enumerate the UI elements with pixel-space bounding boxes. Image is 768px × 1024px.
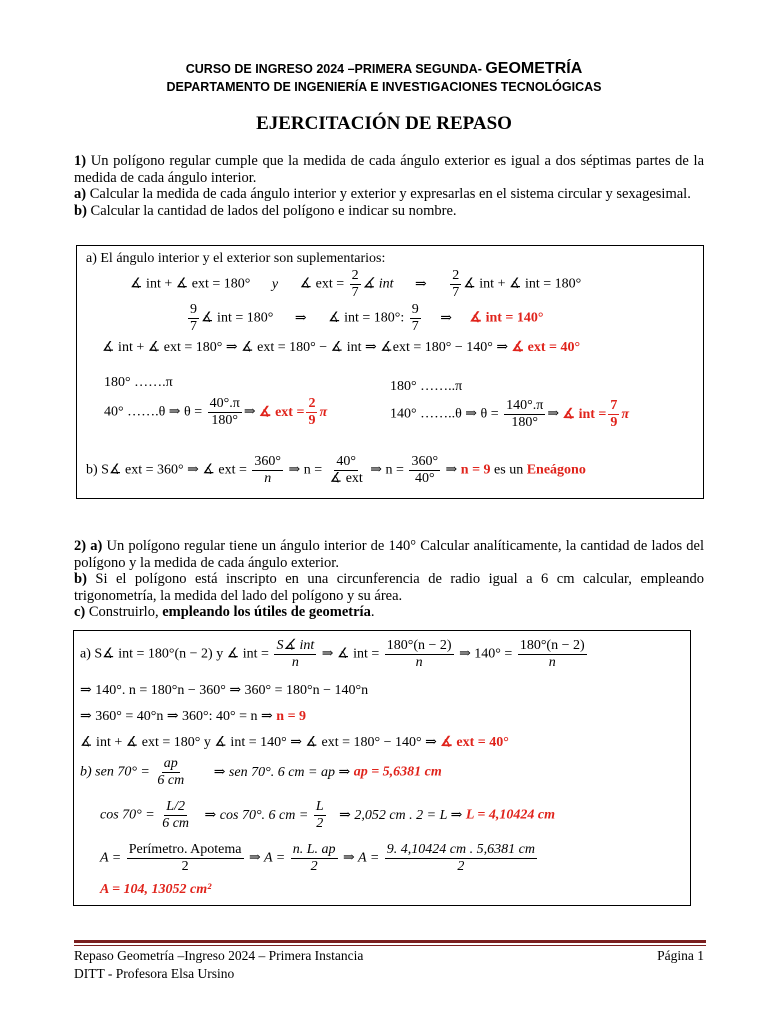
ex1-sol-b2: ⇒ n = — [288, 462, 323, 478]
ex1-result-int-rad — [562, 398, 630, 430]
header-department: DEPARTAMENTO DE INGENIERÍA E INVESTIGACIONES TECNOLÓGICAS — [166, 80, 602, 94]
ex2-sol-line4 — [80, 734, 509, 751]
ex1-conv2-line1: 180° ……..π — [390, 379, 463, 394]
ex1-conv1-b: 40° …….θ ⇒ θ = — [104, 404, 203, 420]
fraction — [291, 842, 338, 875]
numerator: L — [315, 799, 324, 814]
numerator: 180°(n − 2) — [386, 638, 452, 653]
ex2-statement — [74, 538, 704, 621]
ex1-result-int-rad-label: ∡ int = — [562, 406, 607, 422]
denominator: 40° — [414, 471, 435, 486]
ex2-result-ap: ap = 5,6381 cm — [353, 764, 442, 780]
ex1-sol-l2b: ∡ int = 180°: — [328, 310, 405, 326]
ex1-sol-intro: a) El ángulo interior y el exterior son suplementarios: — [86, 251, 386, 266]
numerator: 2 — [351, 268, 359, 283]
fraction — [350, 268, 361, 301]
denominator: ∡ ext — [329, 471, 363, 486]
numerator: S∡ int — [276, 638, 315, 653]
fraction — [385, 842, 537, 875]
denominator: 6 cm — [162, 816, 190, 831]
fraction — [160, 799, 191, 832]
ex1-result-ext-rad — [259, 396, 328, 428]
ex1-result-ext: ∡ ext = 40° — [511, 340, 581, 355]
denominator: n — [264, 471, 272, 486]
numerator: 140°.π — [506, 398, 544, 413]
ex1-a-text: Calcular la medida de cada ángulo interior y exterior y expresarlas en el sistema circular y sexagesimal. — [89, 186, 691, 202]
ex1-sol-l1b: y — [271, 276, 279, 292]
ex2-sol-line5 — [80, 756, 442, 789]
numerator: Perímetro. Apotema — [128, 842, 242, 857]
ex1-sol-line3 — [102, 339, 580, 356]
implies-arrow: ⇒ — [294, 310, 307, 326]
numerator: 360° — [411, 454, 439, 469]
denominator: 180° — [211, 413, 239, 428]
header-course-text: CURSO DE INGRESO 2024 –PRIMERA SEGUNDA- — [185, 62, 482, 76]
ex1-number: 1) — [74, 153, 87, 169]
ex2-a-text: Un polígono regular tiene un ángulo interior de 140° Calcular analíticamente, la cantidad de lados del polígono y la medida de cada ángulo exterior. — [74, 538, 704, 571]
ex2-sol-b2a: cos 70° = — [100, 807, 155, 823]
ex2-number: 2) a) — [74, 538, 103, 554]
ex1-conv2-line2 — [390, 398, 629, 431]
fraction — [155, 756, 186, 789]
ex2-c-text3: . — [370, 604, 375, 620]
ex2-result-ext: ∡ ext = 40° — [440, 735, 509, 750]
ex2-sol-a1: a) S∡ int = 180°(n − 2) y ∡ int = — [80, 646, 269, 662]
numerator: 2 — [308, 396, 316, 411]
implies-arrow: ⇒ — [440, 310, 453, 326]
ex2-b-text: Si el polígono está inscripto en una circunferencia de radio igual a 6 cm calcular, empleando trigonometría, la medida del lado del polígono y su área. — [74, 571, 704, 604]
denominator: n — [415, 655, 423, 670]
fraction — [208, 396, 242, 429]
ex2-result-area: A = 104, 13052 cm² — [100, 882, 212, 897]
fraction — [188, 302, 199, 335]
numerator: L/2 — [166, 799, 185, 814]
ex2-sol-line3 — [80, 708, 306, 725]
page-title: EJERCITACIÓN DE REPASO — [256, 113, 512, 134]
ex2-result-side: L = 4,10424 cm — [465, 807, 555, 823]
ex2-sol-a4: ∡ int + ∡ ext = 180° y ∡ int = 140° ⇒ ∡ ext = 180° − 140° ⇒ — [80, 735, 437, 750]
footer-rule-thick — [74, 940, 706, 943]
ex1-statement — [74, 153, 704, 219]
denominator: 6 cm — [157, 773, 185, 788]
ex2-sol-b3c: ⇒ A = — [343, 850, 380, 866]
numerator: 2 — [452, 268, 460, 283]
ex2-sol-a3: ⇒ 360° = 40°n ⇒ 360°: 40° = n ⇒ — [80, 709, 273, 724]
fraction — [518, 638, 587, 671]
ex2-sol-b3a: A = — [100, 850, 122, 866]
ex1-sol-l1a: ∡ int + ∡ ext = 180° — [130, 276, 251, 292]
ex2-sol-line7 — [100, 842, 539, 875]
ex1-sol-bmid: es un — [494, 462, 524, 478]
pi-symbol: π — [319, 404, 328, 420]
numerator: ap — [163, 756, 178, 771]
ex1-result-ext-rad-label: ∡ ext = — [259, 404, 305, 420]
denominator: n — [548, 655, 556, 670]
fraction — [252, 454, 283, 487]
header-course — [0, 60, 768, 78]
ex2-result-n: n = 9 — [276, 709, 307, 724]
ex2-c-text2: empleando los útiles de geometría — [162, 604, 371, 620]
denominator: 2 — [457, 859, 465, 874]
denominator: 7 — [351, 285, 359, 300]
fraction — [314, 799, 326, 832]
fraction — [306, 396, 317, 429]
ex2-sol-b3b: ⇒ A = — [249, 850, 286, 866]
ex1-b-label: b) — [74, 202, 87, 219]
ex1-conv1-line2 — [104, 396, 327, 429]
ex1-sol-l1d: ∡ int — [362, 276, 394, 292]
ex1-sol-l1c: ∡ ext = — [299, 276, 345, 292]
ex1-sol-l1e: ∡ int + ∡ int = 180° — [463, 276, 582, 292]
numerator: 360° — [254, 454, 281, 469]
denominator: n — [291, 655, 299, 670]
footer-rule-thin — [74, 945, 706, 946]
numerator: 40° — [336, 454, 357, 469]
denominator: 2 — [181, 859, 189, 874]
ex1-sol-line1 — [130, 268, 581, 301]
ex1-sol-b-line — [86, 454, 586, 487]
fraction — [608, 398, 619, 431]
numerator: 40°.π — [209, 396, 240, 411]
fraction — [127, 842, 244, 875]
ex2-b-label: b) — [74, 571, 87, 587]
ex1-sol-l3: ∡ int + ∡ ext = 180° ⇒ ∡ ext = 180° − ∡ int ⇒ ∡ext = 180° − 140° ⇒ — [102, 340, 509, 355]
numerator: 9 — [411, 302, 419, 317]
ex1-text: Un polígono regular cumple que la medida de cada ángulo exterior es igual a dos séptimas partes de la medida de cada ángulo interior. — [74, 153, 705, 186]
fraction — [504, 398, 545, 431]
ex2-sol-b2b: ⇒ cos 70°. 6 cm = — [204, 807, 309, 823]
fraction — [328, 454, 365, 487]
implies-arrow: ⇒ — [547, 406, 560, 422]
ex2-c-text1: Construirlo, — [88, 604, 159, 620]
ex2-sol-a1c: ⇒ 140° = — [459, 646, 513, 662]
numerator: 7 — [610, 398, 618, 413]
denominator: 2 — [316, 816, 324, 831]
fraction — [409, 454, 440, 487]
ex1-sol-b1: b) S∡ ext = 360° ⇒ ∡ ext = — [86, 462, 247, 478]
denominator: 9 — [308, 413, 316, 428]
denominator: 180° — [511, 415, 539, 430]
denominator: 7 — [452, 285, 460, 300]
pi-symbol: π — [621, 406, 630, 422]
numerator: 180°(n − 2) — [519, 638, 585, 653]
ex1-result-int: ∡ int = 140° — [469, 310, 544, 326]
implies-arrow: ⇒ — [243, 404, 256, 420]
ex1-b-text: Calcular la cantidad de lados del polígono e indicar su nombre. — [90, 202, 457, 219]
numerator: 9. 4,10424 cm . 5,6381 cm — [386, 842, 535, 857]
ex2-c-label: c) — [74, 604, 86, 620]
ex1-polygon-name: Eneágono — [526, 462, 586, 478]
ex1-result-n: n = 9 — [460, 462, 491, 478]
ex2-sol-line1 — [80, 638, 589, 671]
implies-arrow: ⇒ — [415, 276, 427, 292]
ex2-sol-line2: ⇒ 140°. n = 180°n − 360° ⇒ 360° = 180°n − 140°n — [80, 683, 369, 698]
ex1-sol-line2 — [186, 302, 543, 335]
footer-left-line2: DITT - Profesora Elsa Ursino — [74, 966, 235, 981]
footer-page-number: Página 1 — [657, 948, 704, 963]
ex1-conv2-b: 140° ……..θ ⇒ θ = — [390, 406, 499, 422]
ex1-conv1-line1: 180° …….π — [104, 375, 173, 390]
denominator: 7 — [411, 319, 419, 334]
ex1-sol-l2a: ∡ int = 180° — [201, 310, 274, 326]
ex2-sol-b2c: ⇒ 2,052 cm . 2 = L ⇒ — [339, 807, 463, 823]
ex2-sol-b1a: b) sen 70° = — [80, 764, 150, 780]
ex2-sol-a1b: ⇒ ∡ int = — [321, 646, 380, 662]
footer-left-line1: Repaso Geometría –Ingreso 2024 – Primera Instancia — [74, 948, 364, 963]
fraction — [410, 302, 421, 335]
ex1-sol-b3: ⇒ n = — [370, 462, 404, 478]
fraction — [450, 268, 461, 301]
denominator: 7 — [190, 319, 197, 334]
ex2-sol-line6 — [100, 799, 555, 832]
numerator: n. L. ap — [292, 842, 336, 857]
fraction — [385, 638, 454, 671]
numerator: 9 — [190, 302, 197, 317]
fraction — [274, 638, 316, 671]
ex1-a-label: a) — [74, 186, 87, 202]
header-subject: GEOMETRÍA — [485, 60, 583, 77]
denominator: 2 — [310, 859, 318, 874]
ex2-sol-b1b: ⇒ sen 70°. 6 cm = ap ⇒ — [213, 764, 351, 780]
denominator: 9 — [610, 415, 618, 430]
ex1-sol-b4: ⇒ — [445, 462, 458, 478]
